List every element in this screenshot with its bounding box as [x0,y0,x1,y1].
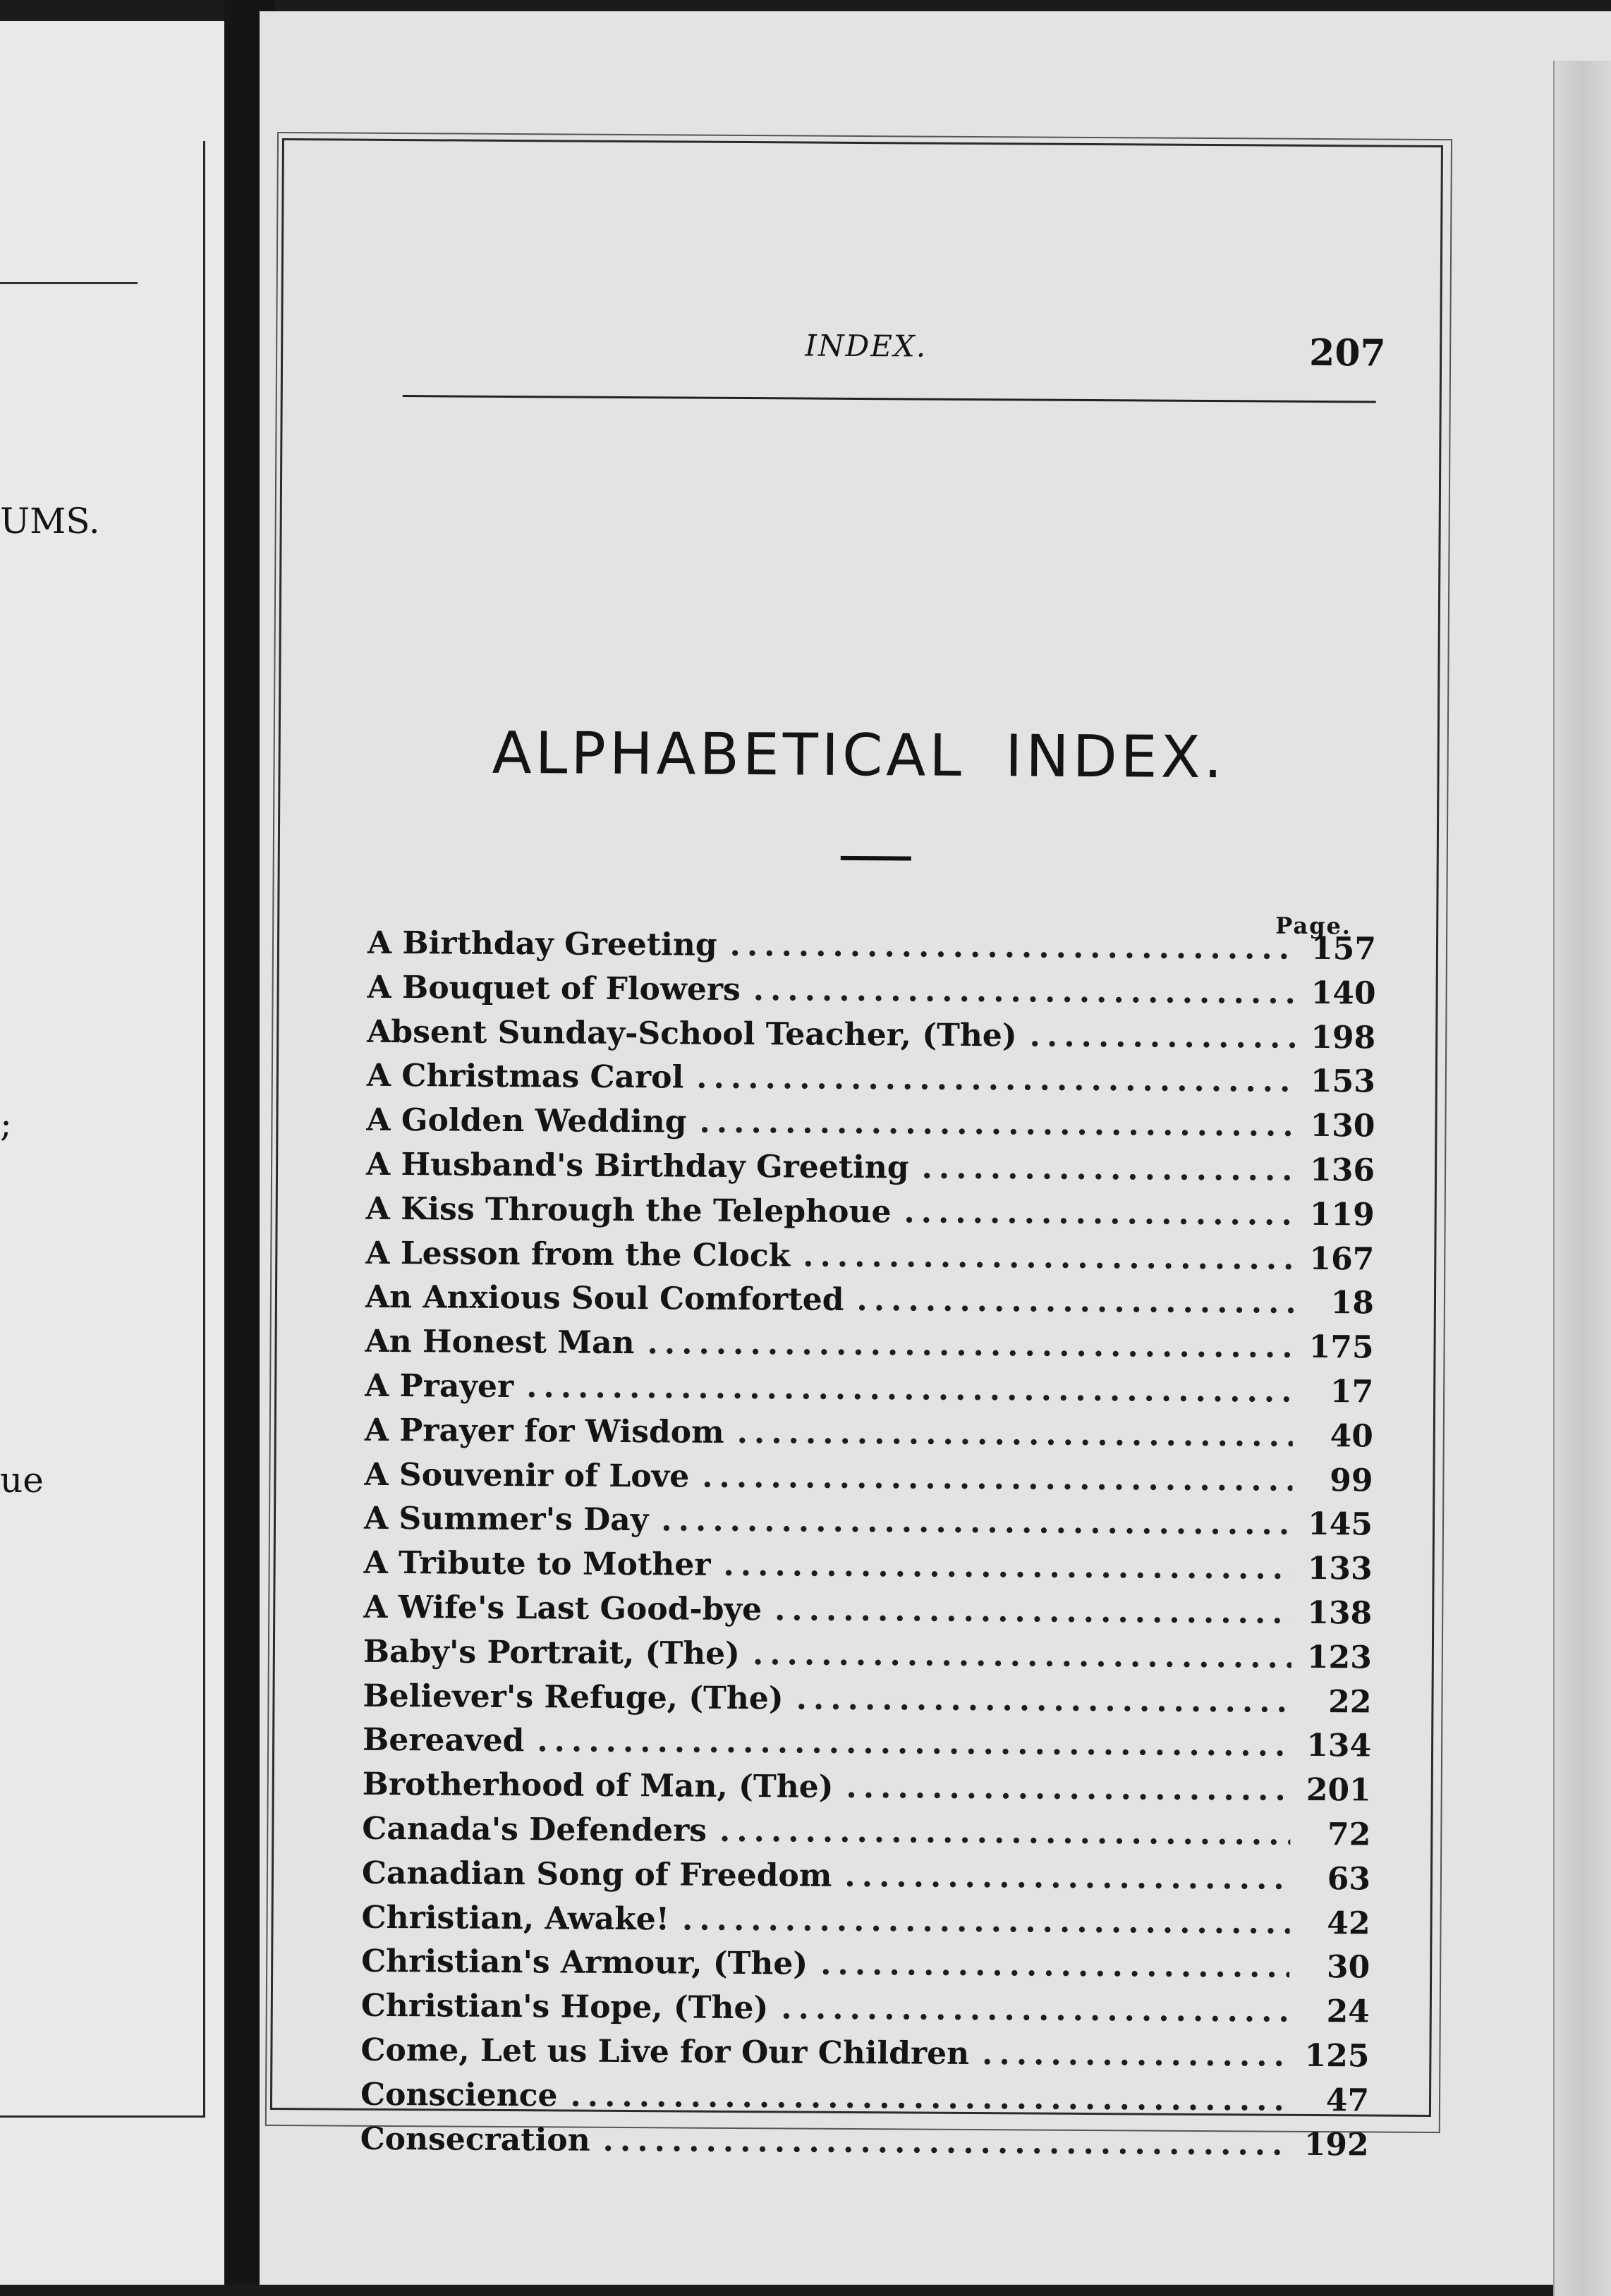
index-entry [366,1191,1375,1242]
index-page [260,11,1611,2285]
index-entry [361,1899,1370,1950]
index-entry [365,1412,1373,1463]
dot-leader [737,1415,1293,1454]
entry-title: A Souvenir of Love [364,1456,690,1495]
entry-title: A Kiss Through the Telephoue [365,1190,892,1231]
entry-page-number: 17 [1330,1374,1374,1410]
facing-page-fragment: UMS. [0,501,100,542]
index-entry [367,925,1376,976]
entry-title: Conscience [360,2076,558,2114]
dot-leader [537,1723,1291,1764]
entry-title: An Honest Man [365,1323,635,1362]
index-entry [360,2076,1369,2127]
dot-leader [753,972,1296,1011]
entry-title: Baby's Portrait, (The) [363,1633,741,1672]
entry-title: Christian's Armour, (The) [361,1943,808,1982]
index-entry [360,2032,1369,2083]
dot-leader [856,1282,1294,1321]
dot-leader [921,1150,1294,1188]
entry-title: Brotherhood of Man, (The) [362,1766,834,1805]
dot-leader [796,1680,1291,1719]
entry-title: A Husband's Birthday Greeting [365,1146,909,1186]
entry-page-number: 198 [1311,1019,1376,1056]
entry-page-number: 47 [1325,2082,1370,2119]
entry-title: Come, Let us Live for Our Children [360,2032,970,2072]
dot-leader [682,1901,1290,1941]
dot-leader [846,1769,1291,1808]
facing-page-rule [0,282,138,284]
entry-title: A Summer's Day [363,1501,649,1539]
entry-page-number: 201 [1306,1772,1371,1809]
index-entry [361,1943,1370,1994]
entry-page-number: 133 [1307,1551,1373,1587]
entry-page-number: 125 [1304,2037,1370,2075]
dot-leader [774,1592,1292,1630]
index-entry [367,970,1375,1020]
facing-page-frame [0,141,205,2118]
dot-leader [982,2036,1289,2074]
index-entry [364,1501,1373,1551]
entry-title: Bereaved [362,1722,525,1759]
index-entry [362,1855,1370,1905]
dot-leader [570,2077,1289,2118]
index-entry [366,1147,1375,1197]
dot-leader [661,1503,1292,1542]
index-entry [363,1766,1371,1817]
dot-leader [803,1238,1294,1276]
entry-title: A Tribute to Mother [363,1544,711,1583]
entry-page-number: 30 [1326,1949,1370,1986]
entry-page-number: 22 [1328,1683,1372,1721]
index-entry [365,1235,1374,1286]
index-entry [360,2120,1368,2171]
entry-title: Absent Sunday-School Teacher, (The) [367,1013,1017,1054]
page-edges [1553,61,1611,2296]
facing-page-fragment: ue [0,1460,44,1501]
entry-title: A Bouquet of Flowers [367,969,741,1008]
dot-leader [702,1458,1293,1498]
entry-title: Canadian Song of Freedom [361,1855,832,1894]
index-entry [364,1456,1373,1507]
entry-title: A Birthday Greeting [367,924,717,963]
dot-leader [699,1104,1294,1144]
entry-page-number: 63 [1327,1860,1371,1898]
index-entry [367,1013,1375,1064]
entry-title: A Prayer [365,1367,514,1405]
dot-leader [526,1369,1293,1410]
index-entry [365,1279,1374,1330]
dot-leader [719,1813,1291,1852]
dot-leader [820,1946,1289,1985]
entry-page-number: 123 [1306,1639,1373,1676]
dot-leader [723,1547,1291,1587]
index-entries [360,925,1376,2171]
dot-leader [904,1194,1294,1232]
dot-leader [729,927,1296,967]
entry-page-number: 140 [1311,975,1376,1012]
entry-page-number: 42 [1327,1905,1370,1942]
entry-page-number: 157 [1311,930,1377,967]
entry-page-number: 72 [1327,1816,1371,1853]
index-entry [361,1988,1370,2039]
entry-page-number: 40 [1330,1417,1373,1455]
entry-title: Believer's Refuge, (The) [363,1678,784,1716]
entry-page-number: 192 [1303,2126,1369,2163]
index-entry [363,1722,1371,1773]
entry-title: An Anxious Soul Comforted [365,1279,844,1319]
dot-leader [1029,1018,1295,1055]
entry-page-number: 99 [1330,1462,1373,1499]
entry-page-number: 136 [1310,1152,1375,1189]
entry-page-number: 134 [1306,1728,1372,1764]
dot-leader [602,2122,1288,2162]
page-number: 207 [1308,331,1386,375]
entry-page-number: 24 [1326,1993,1370,2030]
entry-title: Christian's Hope, (The) [360,1987,769,2027]
index-entry [362,1811,1370,1862]
dot-leader [844,1858,1290,1897]
entry-page-number: 18 [1330,1285,1375,1321]
page-frame [270,138,1443,2163]
facing-page-fragment: ; [0,1104,12,1144]
page-title: ALPHABETICAL INDEX. [492,719,1227,792]
entry-page-number: 175 [1308,1329,1374,1366]
dot-leader [696,1060,1295,1099]
entry-title: A Prayer for Wisdom [364,1412,724,1451]
index-entry [365,1368,1373,1419]
entry-title: A Golden Wedding [366,1101,687,1140]
entry-title: A Lesson from the Clock [365,1235,791,1274]
page-column-label: Page. [1275,912,1352,940]
entry-page-number: 145 [1308,1506,1373,1543]
running-title: INDEX. [805,328,928,364]
entry-page-number: 153 [1310,1063,1376,1100]
index-entry [363,1633,1372,1684]
entry-title: Consecration [360,2120,590,2158]
dot-leader [647,1325,1293,1365]
title-rule [841,856,911,861]
index-entry [363,1589,1372,1640]
index-entry [363,1545,1372,1596]
entry-page-number: 167 [1309,1240,1375,1278]
index-entry [366,1102,1375,1153]
entry-page-number: 119 [1309,1196,1375,1233]
index-entry [363,1678,1371,1728]
entry-title: A Wife's Last Good-bye [363,1589,762,1628]
index-entry [365,1324,1373,1374]
entry-page-number: 138 [1307,1594,1373,1632]
entry-page-number: 130 [1310,1108,1375,1144]
entry-title: Christian, Awake! [361,1899,670,1937]
index-entry [367,1058,1375,1109]
dot-leader [781,1990,1289,2029]
dot-leader [753,1636,1291,1675]
facing-page [0,21,233,2285]
entry-title: A Christmas Carol [366,1058,684,1096]
entry-title: Canada's Defenders [362,1810,707,1849]
